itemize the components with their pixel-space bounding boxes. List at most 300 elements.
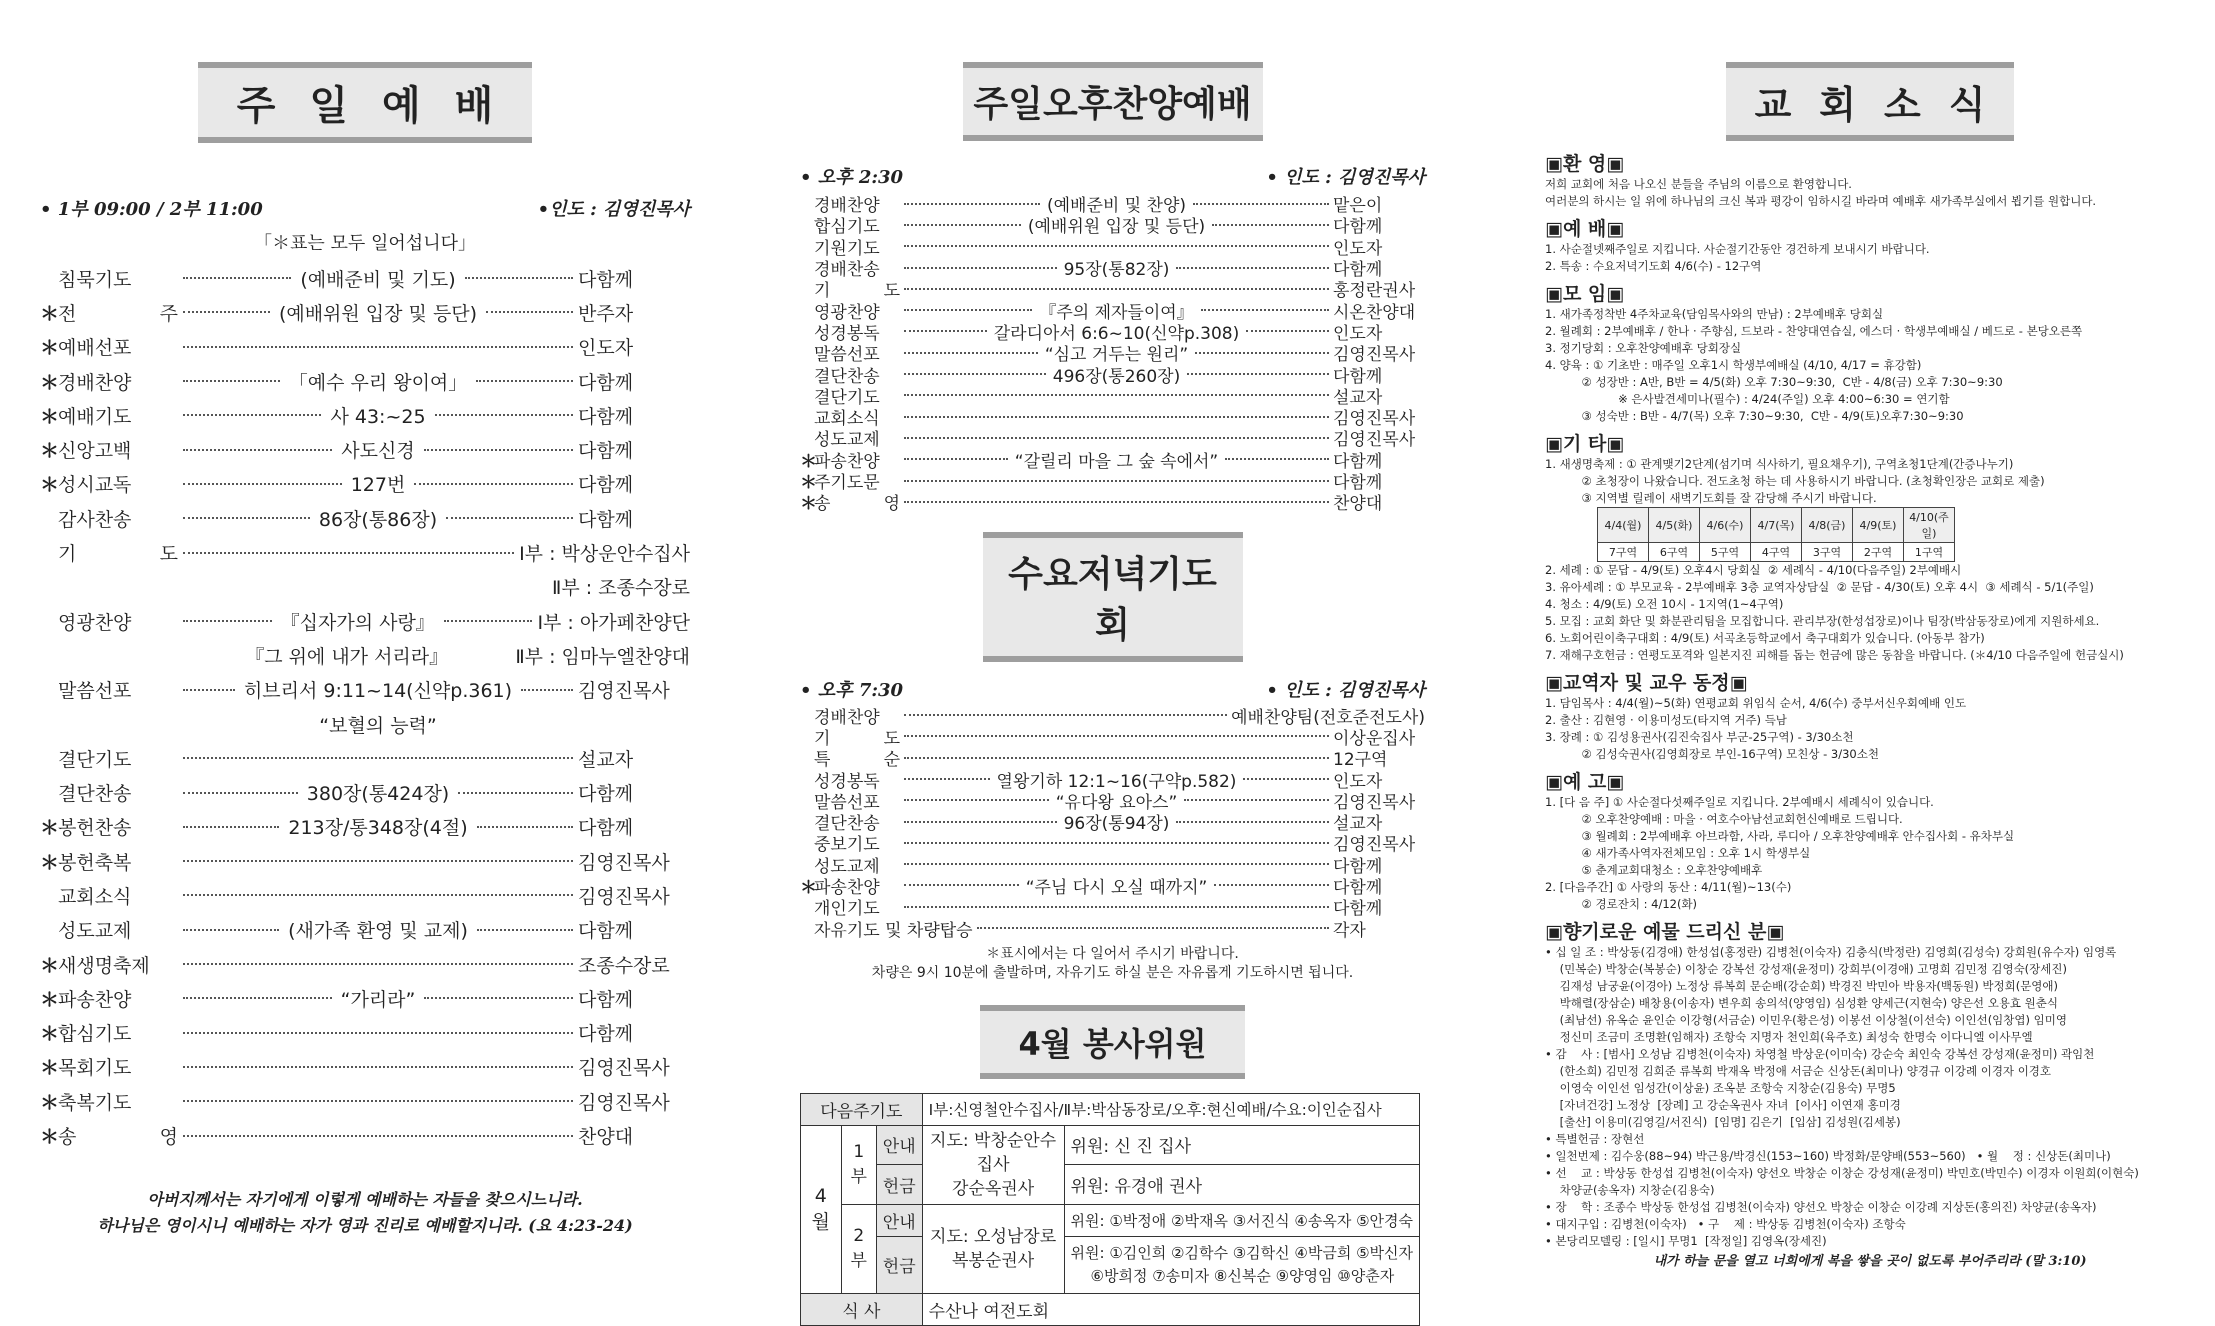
- order-item-detail: 히브리서 9:11~14(신약p.361): [243, 680, 513, 703]
- sunday-order-list: [40, 261, 690, 1153]
- news-line: ③ 월례회 : 2부예배후 아브라함, 사라, 루디아 / 오후찬양예배후 안수집사회 - 유차부실: [1545, 829, 2015, 843]
- order-item-person: 다함께: [578, 405, 634, 428]
- order-item-person: 찬양대: [578, 1126, 634, 1149]
- order-item-person: 김영진목사: [1333, 835, 1416, 856]
- news-line: • 선 교 : 박상동 한성섭 김병천(이숙자) 양선오 박창순 이창순 강성재(윤정미) 박민호(박민수) 이경자 이원희(이현숙): [1545, 1166, 2139, 1180]
- wednesday-time: • 오후 7:30: [800, 680, 904, 702]
- part1-leader-2: 강순옥권사: [952, 1178, 1035, 1199]
- order-row: [800, 896, 1425, 920]
- order-item-detail: 사 43:~25: [330, 405, 426, 428]
- news-line: 4. 양육 : ① 기초반 : 매주일 오후1시 학생부예배실 (4/10, 4/17 = 휴강함): [1545, 358, 1922, 372]
- standing-mark: ＊: [40, 1023, 60, 1046]
- worship-heading: ▣예 배▣: [1545, 218, 1625, 240]
- order-item-detail: (예배위원 입장 및 등단): [1027, 217, 1206, 238]
- news-line: 3. 장례 : ① 김성용권사(김진숙집사 부군-25구역) - 3/30소천: [1545, 730, 1854, 744]
- part1-offering-label: 헌금: [876, 1165, 922, 1205]
- order-row: [800, 449, 1425, 470]
- staff-news-text: [1545, 695, 2195, 763]
- order-item-name: 예배기도: [58, 405, 132, 428]
- part1-leader: [922, 1125, 1064, 1204]
- news-line: 7. 재해구호헌금 : 연평도포격와 일본지진 피해를 돕는 헌금에 많은 동참을 바랍니다. (＊4/10 다음주일에 헌금실시): [1545, 648, 2124, 662]
- church-news-title: 교회소식: [1726, 62, 2014, 141]
- order-row: [800, 342, 1425, 366]
- order-row: [40, 878, 690, 912]
- news-line: 저희 교회에 처음 나오신 분들을 주님의 이름으로 환영합니다.: [1545, 177, 1852, 191]
- announcement-text: [1545, 794, 2195, 913]
- news-line: 여러분의 하시는 일 위에 하나님의 크신 복과 평강이 임하시길 바라며 예배후 새가족부실에서 뵙기를 원합니다.: [1545, 194, 2097, 208]
- order-item-name: 경배찬양: [814, 707, 880, 728]
- order-item-person: 김영진목사: [578, 851, 670, 874]
- news-line: • 장 학 : 조종수 박상동 한성섭 김병천(이숙자) 양선오 박창순 이창순 이강례 지상돈(홍의진) 차양균(송옥자): [1545, 1200, 2097, 1214]
- order-item-name: 파송찬양: [58, 988, 132, 1011]
- order-item-person: Ⅰ부 : 아가페찬양단: [537, 611, 690, 634]
- part1-cell: 1부: [841, 1125, 876, 1204]
- afternoon-time: • 오후 2:30: [800, 167, 904, 188]
- standing-mark: ＊: [800, 451, 817, 472]
- order-row: [40, 261, 690, 295]
- order-item-detail: 갈라디아서 6:6~10(신약p.308): [993, 323, 1240, 344]
- order-item-person: 예배찬양팀(전호준전도사): [1231, 707, 1425, 728]
- news-line: [출산] 이용미(김영길/서진식) [임명] 김은기 [입삼] 김성원(김세봉): [1545, 1115, 1901, 1129]
- part1-offering-members: 위원: 유경애 권사: [1064, 1165, 1419, 1205]
- order-row: [800, 491, 1425, 515]
- order-row: [800, 278, 1425, 302]
- etc-text-b: [1545, 562, 2195, 664]
- standing-mark: ＊: [40, 851, 60, 874]
- order-row: [40, 673, 690, 707]
- order-item-person: Ⅰ부 : 박상운안수집사: [519, 543, 690, 566]
- order-item-name: 교회소식: [58, 885, 132, 908]
- order-row: [40, 535, 690, 569]
- part2-guide-members: 위원: ①박정애 ②박재옥 ③서진식 ④송옥자 ⑤안경숙: [1064, 1204, 1419, 1236]
- wednesday-leader: • 인도 : 김영진목사: [1266, 680, 1425, 702]
- order-item-person: 김영진목사: [1333, 345, 1416, 366]
- relay-prayer-table: [1597, 507, 1955, 562]
- order-item-name: 봉헌찬송: [58, 817, 132, 840]
- order-row: [40, 741, 690, 775]
- order-row: [800, 726, 1425, 747]
- wednesday-note-standing: ＊표시에서는 다 일어서 주시기 바랍니다.: [986, 945, 1239, 962]
- news-line: [자녀건강] 노정상 [장례] 고 강순옥권사 자녀 [이사] 이연재 홍미경: [1545, 1098, 1901, 1112]
- order-item-name: 결단기도: [58, 748, 132, 771]
- order-row: [800, 704, 1425, 728]
- order-row: [40, 707, 690, 741]
- order-item-person: Ⅱ부 : 임마누엘찬양대: [515, 645, 690, 668]
- offering-heading: ▣향기로운 예물 드리신 분▣: [1545, 921, 1785, 943]
- order-row: [800, 385, 1425, 406]
- order-item-person: 인도자: [1333, 238, 1383, 259]
- order-item-detail: 『주의 제자들이여』: [1039, 302, 1194, 323]
- order-item-person: 다함께: [578, 817, 634, 840]
- order-item-name: 기원기도: [814, 238, 880, 259]
- order-item-name: 영광찬양: [814, 302, 880, 323]
- church-news-column: [1545, 0, 2195, 1272]
- order-item-name: 예배선포: [58, 337, 132, 360]
- order-item-name: 성도교제: [814, 430, 880, 451]
- order-item-person: 김영진목사: [578, 1091, 670, 1114]
- order-item-name: 경배찬송: [814, 260, 880, 281]
- news-line: 2. 출산 : 김현영 · 이용미성도(타지역 거주) 득남: [1545, 713, 1787, 727]
- part2-guide-label: 안내: [876, 1204, 922, 1236]
- news-line: ② 성장반 : A반, B반 = 4/5(화) 오후 7:30~9:30, C반 - 4/8(금) 오후 7:30~9:30: [1545, 375, 2003, 389]
- news-line: • 특별헌금 : 장현선: [1545, 1132, 1645, 1146]
- order-item-name: 자유기도 및 차량탑승: [814, 920, 973, 941]
- order-item-detail: 열왕기하 12:1~16(구약p.582): [996, 771, 1237, 792]
- news-line: 1. 사순절넷째주일로 지킵니다. 사순절기간동안 경건하게 보내시기 바랍니다.: [1545, 242, 1930, 256]
- order-item-person: 다함께: [1333, 877, 1383, 898]
- order-item-name: 합심기도: [814, 217, 880, 238]
- wednesday-note-bus: 차량은 9시 10분에 출발하며, 자유기도 하실 분은 자유롭게 기도하시면 됩니다.: [871, 964, 1354, 981]
- news-line: 1. 담임목사 : 4/4(월)~5(화) 연평교회 위임식 순서, 4/6(수) 중부서신우회예배 인도: [1545, 696, 1967, 710]
- meetings-heading: ▣모 임▣: [1545, 283, 1625, 305]
- order-item-detail: 86장(통86장): [318, 508, 438, 531]
- afternoon-worship-title: 주일오후찬양예배: [963, 62, 1263, 141]
- news-line: 정신미 조금미 조명환(임해자) 조항숙 지명자 천인희(육주호) 최성숙 한명숙 이다니엘 이사무엘: [1545, 1030, 2033, 1044]
- order-item-name: 송 영: [58, 1126, 178, 1149]
- news-line: 3. 정기당회 : 오후찬양예배후 당회장실: [1545, 341, 1742, 355]
- relay-group: 5구역: [1700, 543, 1751, 562]
- order-item-person: 다함께: [1333, 451, 1383, 472]
- standing-mark: ＊: [800, 494, 817, 515]
- order-item-name: 기 도: [814, 281, 900, 302]
- afternoon-leader: • 인도 : 김영진목사: [1266, 167, 1425, 188]
- order-row: [800, 193, 1425, 217]
- part2-leader-2: 복봉순권사: [952, 1250, 1035, 1271]
- order-item-name: 봉헌축복: [58, 851, 132, 874]
- order-item-detail: 496장(통260장): [1052, 366, 1181, 387]
- relay-day: 4/10(주일): [1904, 508, 1955, 543]
- order-item-name: 결단기도: [814, 387, 880, 408]
- part1-guide-members: 위원: 신 진 집사: [1064, 1125, 1419, 1165]
- standing-mark: ＊: [40, 302, 60, 325]
- afternoon-header: [800, 163, 1425, 189]
- meetings-text: [1545, 306, 2195, 425]
- meal-label: 식 사: [801, 1293, 923, 1325]
- order-item-person: 각자: [1333, 920, 1366, 941]
- order-row: [800, 790, 1425, 811]
- news-line: 김재성 남궁윤(이경아) 노정상 류복희 문순배(강순희) 박경진 박민아 박용자(백동원) 박정희(문영애): [1545, 979, 2059, 993]
- verse-line-1: 아버지께서는 자기에게 이렇게 예배하는 자들을 찾으시느니라.: [147, 1189, 583, 1209]
- part2-offering-line-2: ⑥방희정 ⑦송미자 ⑧신복순 ⑨양영임 ⑩양춘자: [1090, 1266, 1395, 1285]
- order-row: [800, 875, 1425, 896]
- order-item-detail: “가리라”: [340, 988, 416, 1011]
- order-row: [800, 406, 1425, 430]
- order-row: [40, 913, 690, 947]
- news-line: 1. 새생명축제 : ① 관계맺기2단계(섬기며 식사하기, 필요채우기), 구역초청1단계(간증나누기): [1545, 457, 2014, 471]
- order-item-person: 김영진목사: [578, 885, 670, 908]
- meal-value: 수산나 여전도회: [922, 1293, 1419, 1325]
- order-item-name: 주기도문: [814, 473, 880, 494]
- order-item-person: 다함께: [578, 988, 634, 1011]
- order-item-detail: (예배준비 및 찬양): [1046, 196, 1187, 217]
- standing-mark: ＊: [40, 337, 60, 360]
- sunday-worship-column: [40, 0, 690, 1239]
- standing-note: 「＊표는 모두 일어섭니다」: [254, 233, 476, 254]
- month-cell: 4월: [801, 1125, 842, 1293]
- news-line: 박해렬(장삼순) 배창용(이송자) 변우희 송의석(양영임) 심성환 양세근(지현숙) 양은선 오용효 원춘식: [1545, 996, 2059, 1010]
- order-item-detail: “주님 다시 오실 때까지”: [1025, 877, 1208, 898]
- relay-group: 3구역: [1802, 543, 1853, 562]
- order-item-detail: 127번: [350, 474, 406, 497]
- order-item-name: 기 도: [58, 543, 178, 566]
- news-line: 5. 모집 : 교회 화단 및 화분관리팀을 모집합니다. 관리부장(한성섭장로)이나 팀장(박삼동장로)에게 지원하세요.: [1545, 614, 2100, 628]
- standing-mark: ＊: [40, 405, 60, 428]
- wednesday-order-list: [800, 704, 1425, 941]
- relay-day: 4/5(화): [1649, 508, 1700, 543]
- order-item-person: 조종수장로: [578, 954, 670, 977]
- volunteers-table: [800, 1093, 1420, 1326]
- order-row: [40, 570, 690, 604]
- relay-group: 2구역: [1853, 543, 1904, 562]
- standing-mark: ＊: [40, 474, 60, 497]
- order-item-person: 다함께: [578, 268, 634, 291]
- order-item-person: 설교자: [1333, 814, 1383, 835]
- order-row: [40, 844, 690, 878]
- afternoon-order-list: [800, 193, 1425, 515]
- order-item-person: 홍정란권사: [1333, 281, 1416, 302]
- news-line: (민복순) 박창순(복봉순) 이창순 강복선 강성재(윤정미) 강희부(이경애) 고명희 김민정 김영숙(장세진): [1545, 962, 2067, 976]
- order-row: [800, 832, 1425, 856]
- order-row: [800, 768, 1425, 792]
- order-item-person: 다함께: [578, 783, 634, 806]
- next-prayer-label: 다음주기도: [801, 1093, 923, 1125]
- order-row: [800, 917, 1425, 941]
- order-row: [800, 811, 1425, 835]
- order-item-detail: (새가족 환영 및 교제): [288, 920, 468, 943]
- order-item-name: 파송찬양: [814, 451, 880, 472]
- standing-mark: ＊: [40, 1057, 60, 1080]
- order-row: [40, 1118, 690, 1152]
- standing-mark: ＊: [800, 877, 817, 898]
- news-line: 차양균(송옥자) 지창순(김용숙): [1545, 1183, 1715, 1197]
- order-item-name: 파송찬양: [814, 877, 880, 898]
- scripture-footer: [40, 1187, 690, 1239]
- order-item-detail: 『그 위에 내가 서리라』: [245, 645, 449, 668]
- news-line: 2. 월례회 : 2부예배후 / 한나 · 주향심, 드보라 - 찬양대연습실, 에스더 · 학생부예배실 / 베드로 - 본당오른쪽: [1545, 324, 2083, 338]
- wednesday-notes: [800, 945, 1425, 983]
- order-row: [800, 299, 1425, 323]
- news-line: ② 경로잔치 : 4/12(화): [1545, 897, 1698, 911]
- staff-news-heading: ▣교역자 및 교우 동정▣: [1545, 672, 1748, 694]
- order-item-name: 교회소식: [814, 409, 880, 430]
- news-line: 2. 특송 : 수요저녁기도회 4/6(수) - 12구역: [1545, 259, 1762, 273]
- order-item-person: 김영진목사: [1333, 430, 1416, 451]
- order-item-detail: 380장(통424장): [306, 783, 450, 806]
- order-row: [40, 1016, 690, 1050]
- news-line: • 일천번제 : 김수웅(88~94) 박근용/박경신(153~160) 박정화/문양배(553~560) • 월 정 : 신상돈(최미나): [1545, 1149, 2111, 1163]
- order-row: [40, 1050, 690, 1084]
- part2-cell: 2부: [841, 1204, 876, 1293]
- order-row: [800, 854, 1425, 875]
- order-row: [40, 330, 690, 364]
- order-item-person: 다함께: [578, 1023, 634, 1046]
- afternoon-worship-column: [800, 0, 1425, 1326]
- order-item-name: 영광찬양: [58, 611, 132, 634]
- order-item-detail: “갈릴리 마을 그 숲 속에서”: [1014, 451, 1219, 472]
- order-item-person: 설교자: [578, 748, 634, 771]
- order-item-name: 합심기도: [58, 1023, 132, 1046]
- part2-leader-1: 지도: 오성남장로: [930, 1226, 1057, 1247]
- part2-offering-label: 헌금: [876, 1236, 922, 1293]
- order-item-person: 다함께: [578, 440, 634, 463]
- order-item-detail: 사도신경: [341, 440, 415, 463]
- order-item-detail: “유다왕 요아스”: [1055, 792, 1178, 813]
- sunday-worship-title: 주일예배: [198, 62, 532, 143]
- news-line: 2. [다음주간] ① 사랑의 동산 : 4/11(월)~13(수): [1545, 880, 1792, 894]
- wednesday-prayer-title: 수요저녁기도회: [983, 532, 1243, 662]
- order-item-name: 신앙고백: [58, 440, 132, 463]
- order-item-person: 찬양대: [1333, 494, 1383, 515]
- order-row: [40, 398, 690, 432]
- sunday-worship-header: [40, 195, 690, 221]
- order-row: [40, 501, 690, 535]
- order-row: [40, 947, 690, 981]
- order-row: [40, 295, 690, 329]
- relay-day: 4/8(금): [1802, 508, 1853, 543]
- order-item-detail: (예배위원 입장 및 등단): [278, 302, 478, 325]
- news-line: ④ 새가족사역자전체모임 : 오후 1시 학생부실: [1545, 846, 1811, 860]
- order-item-name: 말씀선포: [58, 680, 132, 703]
- relay-group: 6구역: [1649, 543, 1700, 562]
- order-row: [800, 470, 1425, 494]
- order-row: [40, 467, 690, 501]
- standing-mark: ＊: [800, 473, 817, 494]
- welcome-text: [1545, 176, 2195, 210]
- service-time: • 1부 09:00 / 2부 11:00: [40, 199, 263, 220]
- news-line: 이영숙 이인선 임성간(이상윤) 조옥분 조항숙 지창순(김용숙) 무명5: [1545, 1081, 1896, 1095]
- news-line: • 십 일 조 : 박상동(김경애) 한성섭(홍정란) 김병천(이숙자) 김충식(박정란) 김영희(김성숙) 강희원(유수자) 임영록: [1545, 945, 2117, 959]
- news-line: (최남선) 유옥순 윤인순 이강형(서금순) 이민우(황은성) 이봉선 이상철(이선숙) 이인선(임창엽) 임미영: [1545, 1013, 2067, 1027]
- order-row: [800, 747, 1425, 771]
- order-item-detail: 96장(통94장): [1063, 814, 1170, 835]
- news-line: ※ 은사발견세미나(필수) : 4/24(주일) 오후 4:00~6:30 = 연기함: [1545, 392, 1950, 406]
- order-item-name: 말씀선포: [814, 792, 880, 813]
- news-line: 6. 노회어린이축구대회 : 4/9(토) 서곡초등학교에서 축구대회가 있습니다. (아동부 참가): [1545, 631, 1985, 645]
- order-item-detail: 『십자가의 사랑』: [280, 611, 435, 634]
- order-row: [800, 257, 1425, 281]
- relay-group: 4구역: [1751, 543, 1802, 562]
- order-item-person: 다함께: [1333, 366, 1383, 387]
- order-row: [40, 1084, 690, 1118]
- order-item-person: 김영진목사: [578, 1057, 670, 1080]
- news-line: 1. [다 음 주] ① 사순절다섯째주일로 지킵니다. 2부예배시 세례식이 있습니다.: [1545, 795, 1934, 809]
- order-item-name: 침묵기도: [58, 268, 132, 291]
- verse-line-2: 하나님은 영이시니 예배하는 자가 영과 진리로 예배할지니라. (요 4:23-24): [97, 1215, 633, 1235]
- etc-text-a: [1545, 456, 2195, 507]
- order-item-person: Ⅱ부 : 조종수장로: [552, 577, 690, 600]
- order-item-detail: (예배준비 및 기도): [300, 268, 456, 291]
- order-item-name: 성시교독: [58, 474, 132, 497]
- standing-mark: ＊: [40, 440, 60, 463]
- next-prayer-value: Ⅰ부:신영철안수집사/Ⅱ부:박삼동장로/오후:현신예배/수요:이인순집사: [922, 1093, 1419, 1125]
- relay-day: 4/4(월): [1598, 508, 1649, 543]
- order-item-person: 다함께: [1333, 899, 1383, 920]
- standing-mark: ＊: [40, 817, 60, 840]
- order-row: [40, 432, 690, 466]
- order-item-name: 축복기도: [58, 1091, 132, 1114]
- april-volunteers-title: 4월 봉사위원: [980, 1005, 1245, 1079]
- order-row: [40, 775, 690, 809]
- order-item-person: 12구역: [1333, 750, 1388, 771]
- news-line: 2. 세례 : ① 문답 - 4/9(토) 오후4시 당회실 ② 세례식 - 4/10(다음주일) 2부예배시: [1545, 563, 1962, 577]
- order-item-name: 성도교제: [58, 920, 132, 943]
- relay-group: 1구역: [1904, 543, 1955, 562]
- news-line: ② 오후찬양예배 : 마을 · 여호수아남선교회헌신예배로 드립니다.: [1545, 812, 1903, 826]
- part1-guide-label: 안내: [876, 1125, 922, 1165]
- order-item-name: 경배찬양: [58, 371, 132, 394]
- standing-mark: ＊: [40, 954, 60, 977]
- news-line: ③ 성숙반 : B반 - 4/7(목) 오후 7:30~9:30, C반 - 4/9(토)오후7:30~9:30: [1545, 409, 1964, 423]
- order-item-detail: “심고 거두는 원리”: [1044, 345, 1189, 366]
- news-line: ② 김성숙권사(김영희장로 부인-16구역) 모친상 - 3/30소천: [1545, 747, 1879, 761]
- order-item-name: 결단찬송: [814, 814, 880, 835]
- order-item-person: 이상운집사: [1333, 728, 1416, 749]
- offering-verse: 내가 하늘 문을 열고 너희에게 복을 쌓을 곳이 없도록 부어주리라 (말 3:10): [1653, 1254, 2087, 1269]
- order-item-person: 김영진목사: [1333, 409, 1416, 430]
- news-line: ③ 지역별 릴레이 새벽기도회를 잘 감당해 주시기 바랍니다.: [1545, 491, 1877, 505]
- order-item-name: 성경봉독: [814, 771, 880, 792]
- news-line: • 본당리모델링 : [일시] 무명1 [작정일] 김영옥(장세진): [1545, 1234, 1827, 1248]
- order-item-person: 반주자: [578, 302, 634, 325]
- standing-mark: ＊: [40, 1091, 60, 1114]
- order-item-name: 결단찬송: [58, 783, 132, 806]
- order-item-person: 다함께: [578, 371, 634, 394]
- order-item-name: 성도교제: [814, 856, 880, 877]
- order-item-name: 새생명축제: [58, 954, 150, 977]
- news-line: 1. 새가족정착반 4주차교육(담임목사와의 만남) : 2부예배후 당회실: [1545, 307, 1884, 321]
- part1-leader-1: 지도: 박창순안수집사: [930, 1130, 1057, 1175]
- welcome-heading: ▣환 영▣: [1545, 153, 1625, 175]
- relay-day: 4/6(수): [1700, 508, 1751, 543]
- order-item-person: 다함께: [578, 474, 634, 497]
- order-item-name: 경배찬양: [814, 196, 880, 217]
- order-item-name: 기 도: [814, 728, 900, 749]
- order-row: [40, 604, 690, 638]
- order-item-name: 특 순: [814, 750, 900, 771]
- order-item-person: 인도자: [578, 337, 634, 360]
- news-line: • 대지구입 : 김병천(이숙자) • 구 제 : 박상동 김병천(이숙자) 조항숙: [1545, 1217, 1906, 1231]
- news-line: 3. 유아세례 : ① 부모교육 - 2부예배후 3층 교역자상담실 ② 문답 - 4/30(토) 오후 4시 ③ 세례식 - 5/1(주일): [1545, 580, 2094, 594]
- announcement-heading: ▣예 고▣: [1545, 771, 1625, 793]
- standing-mark: ＊: [40, 1126, 60, 1149]
- order-item-person: 인도자: [1333, 771, 1383, 792]
- news-line: 4. 청소 : 4/9(토) 오전 10시 - 1지역(1~4구역): [1545, 597, 1784, 611]
- order-item-name: 결단찬송: [814, 366, 880, 387]
- order-row: [800, 236, 1425, 257]
- order-item-person: 맡은이: [1333, 196, 1383, 217]
- order-item-person: 설교자: [1333, 387, 1383, 408]
- order-row: [40, 364, 690, 398]
- news-line: • 감 사 : [범사] 오성남 김병천(이숙자) 차영철 박상운(이미숙) 강순숙 최인숙 강복선 강성재(윤정미) 곽임천: [1545, 1047, 2095, 1061]
- news-line: (한소희) 김민정 김희준 류복희 박재옥 박정애 서금순 신상돈(최미나) 양경규 이강례 이경자 이경호: [1545, 1064, 2052, 1078]
- wednesday-header: [800, 676, 1425, 702]
- order-item-name: 감사찬송: [58, 508, 132, 531]
- order-item-name: 성경봉독: [814, 323, 880, 344]
- order-row: [40, 810, 690, 844]
- standing-mark: ＊: [40, 988, 60, 1011]
- order-item-person: 김영진목사: [1333, 792, 1416, 813]
- order-row: [800, 427, 1425, 451]
- worship-text: [1545, 241, 2195, 275]
- offering-text: [1545, 944, 2195, 1250]
- part2-offering-line-1: 위원: ①김인희 ②김학수 ③김학신 ④박금희 ⑤박신자: [1070, 1243, 1413, 1262]
- order-item-person: 다함께: [1333, 856, 1383, 877]
- order-item-name: 개인기도: [814, 899, 880, 920]
- order-row: [800, 363, 1425, 387]
- order-item-name: 말씀선포: [814, 345, 880, 366]
- order-item-person: 다함께: [578, 508, 634, 531]
- order-item-person: 시온찬양대: [1333, 302, 1416, 323]
